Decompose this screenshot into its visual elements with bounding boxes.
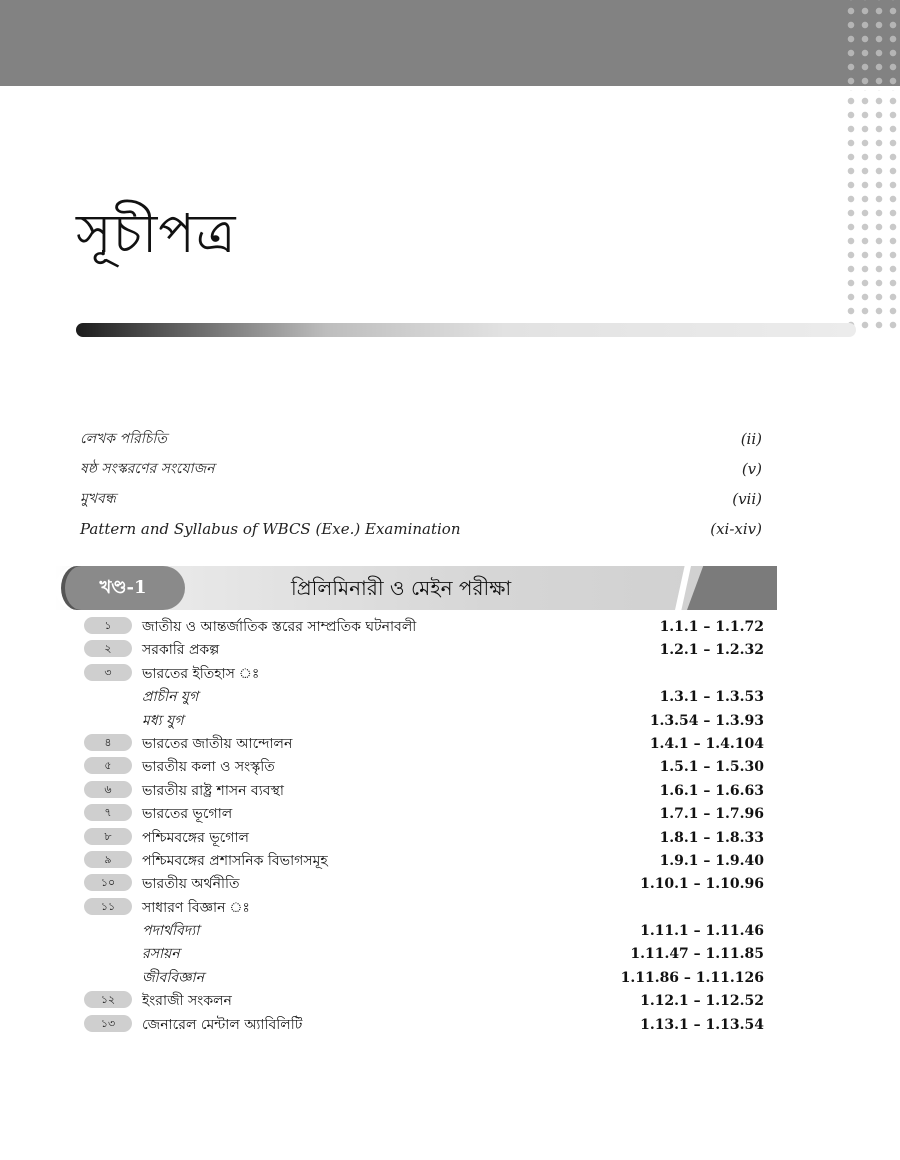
- chapter-page-range: 1.3.54 – 1.3.93: [649, 712, 764, 729]
- chapter-title: সাধারণ বিজ্ঞান ঃ: [142, 899, 250, 916]
- chapter-subtopic: পদার্থবিদ্যা: [142, 923, 200, 940]
- chapter-number-badge: ৮: [84, 828, 132, 845]
- chapter-page-range: 1.9.1 – 1.9.40: [659, 852, 764, 869]
- chapter-page-range: 1.13.1 – 1.13.54: [640, 1016, 764, 1033]
- chapter-row[interactable]: [84, 710, 764, 733]
- chapter-title: সরকারি প্রকল্প: [142, 642, 220, 659]
- front-matter-item[interactable]: [80, 428, 762, 458]
- chapter-title: ভারতের ইতিহাস ঃ: [142, 665, 260, 682]
- front-matter-item[interactable]: [80, 458, 762, 488]
- chapter-title: ইংরাজী সংকলন: [142, 993, 232, 1010]
- section-header: [55, 566, 777, 610]
- chapter-page-range: 1.6.1 – 1.6.63: [659, 782, 764, 799]
- decorative-dot-grid: [842, 90, 900, 330]
- chapter-row[interactable]: [84, 616, 764, 639]
- chapter-number-badge: ৩: [84, 664, 132, 681]
- chapter-subtopic: মধ্য যুগ: [142, 712, 184, 729]
- chapter-subtopic: প্রাচীন যুগ: [142, 689, 199, 706]
- chapter-title: ভারতের জাতীয় আন্দোলন: [142, 735, 293, 752]
- chapter-row[interactable]: [84, 733, 764, 756]
- decorative-dot-grid-top: [842, 0, 900, 86]
- chapter-page-range: 1.11.47 – 1.11.85: [630, 946, 764, 963]
- chapter-title: পশ্চিমবঙ্গের ভূগোল: [142, 829, 249, 846]
- front-matter-label: Pattern and Syllabus of WBCS (Exe.) Examination: [80, 520, 461, 538]
- front-matter-page: (ii): [740, 430, 762, 448]
- front-matter-page: (xi-xiv): [710, 520, 762, 538]
- chapter-row[interactable]: [84, 756, 764, 779]
- chapter-title: ভারতীয় অর্থনীতি: [142, 876, 240, 893]
- section-title: প্রিলিমিনারী ও মেইন পরীক্ষা: [291, 576, 512, 600]
- chapter-page-range: 1.5.1 – 1.5.30: [659, 759, 764, 776]
- chapter-title: ভারতীয় কলা ও সংস্কৃতি: [142, 759, 275, 776]
- chapter-number-badge: ১০: [84, 874, 132, 891]
- chapter-row[interactable]: [84, 873, 764, 896]
- front-matter-page: (vii): [732, 490, 762, 508]
- chapter-number-badge: ১২: [84, 991, 132, 1008]
- chapter-subtopic: রসায়ন: [142, 946, 180, 963]
- front-matter-label: লেখক পরিচিতি: [80, 431, 167, 447]
- chapter-row[interactable]: [84, 686, 764, 709]
- chapter-row[interactable]: [84, 920, 764, 943]
- chapter-number-badge: ৯: [84, 851, 132, 868]
- chapter-page-range: 1.11.1 – 1.11.46: [640, 923, 764, 940]
- chapter-page-range: 1.7.1 – 1.7.96: [659, 806, 764, 823]
- front-matter-list: [80, 428, 762, 548]
- front-matter-item[interactable]: [80, 488, 762, 518]
- front-matter-label: মুখবন্ধ: [80, 491, 116, 507]
- chapter-row[interactable]: [84, 663, 764, 686]
- chapter-number-badge: ১: [84, 617, 132, 634]
- section-khanda-label: খণ্ড-1: [55, 566, 185, 610]
- chapter-page-range: 1.8.1 – 1.8.33: [659, 829, 764, 846]
- chapter-title: পশ্চিমবঙ্গের প্রশাসনিক বিভাগসমূহ: [142, 852, 328, 869]
- chapter-number-badge: ১১: [84, 898, 132, 915]
- chapter-number-badge: ৫: [84, 757, 132, 774]
- chapter-row[interactable]: [84, 990, 764, 1013]
- chapter-number-badge: ৭: [84, 804, 132, 821]
- chapter-row[interactable]: [84, 1014, 764, 1037]
- chapter-title: ভারতীয় রাষ্ট্র শাসন ব্যবস্থা: [142, 782, 284, 799]
- chapter-row[interactable]: [84, 780, 764, 803]
- chapter-page-range: 1.12.1 – 1.12.52: [640, 993, 764, 1010]
- chapter-row[interactable]: [84, 803, 764, 826]
- chapter-title: ভারতের ভূগোল: [142, 806, 233, 823]
- chapter-row[interactable]: [84, 850, 764, 873]
- chapter-page-range: 1.2.1 – 1.2.32: [659, 642, 764, 659]
- chapter-page-range: 1.1.1 – 1.1.72: [659, 619, 764, 635]
- chapter-row[interactable]: [84, 827, 764, 850]
- chapter-list: [84, 616, 764, 1037]
- front-matter-item[interactable]: [80, 518, 762, 548]
- front-matter-page: (v): [741, 460, 762, 478]
- page-title: সূচীপত্র: [76, 202, 237, 265]
- chapter-number-badge: ২: [84, 640, 132, 657]
- chapter-page-range: 1.11.86 – 1.11.126: [620, 969, 764, 986]
- chapter-page-range: 1.4.1 – 1.4.104: [649, 735, 764, 752]
- chapter-number-badge: ৬: [84, 781, 132, 798]
- chapter-title: জেনারেল মেন্টাল অ্যাবিলিটি: [142, 1016, 303, 1033]
- chapter-number-badge: ১৩: [84, 1015, 132, 1032]
- chapter-page-range: 1.10.1 – 1.10.96: [640, 876, 764, 893]
- header-band: [0, 0, 900, 86]
- chapter-subtopic: জীববিজ্ঞান: [142, 969, 204, 986]
- chapter-row[interactable]: [84, 967, 764, 990]
- chapter-title: জাতীয় ও আন্তর্জাতিক স্তরের সাম্প্রতিক ঘটনাবলী: [142, 619, 417, 635]
- title-divider: [76, 323, 856, 337]
- chapter-number-badge: ৪: [84, 734, 132, 751]
- chapter-row[interactable]: [84, 897, 764, 920]
- chapter-page-range: 1.3.1 – 1.3.53: [659, 689, 764, 706]
- chapter-row[interactable]: [84, 639, 764, 662]
- chapter-row[interactable]: [84, 943, 764, 966]
- front-matter-label: ষষ্ঠ সংস্করণের সংযোজন: [80, 461, 215, 477]
